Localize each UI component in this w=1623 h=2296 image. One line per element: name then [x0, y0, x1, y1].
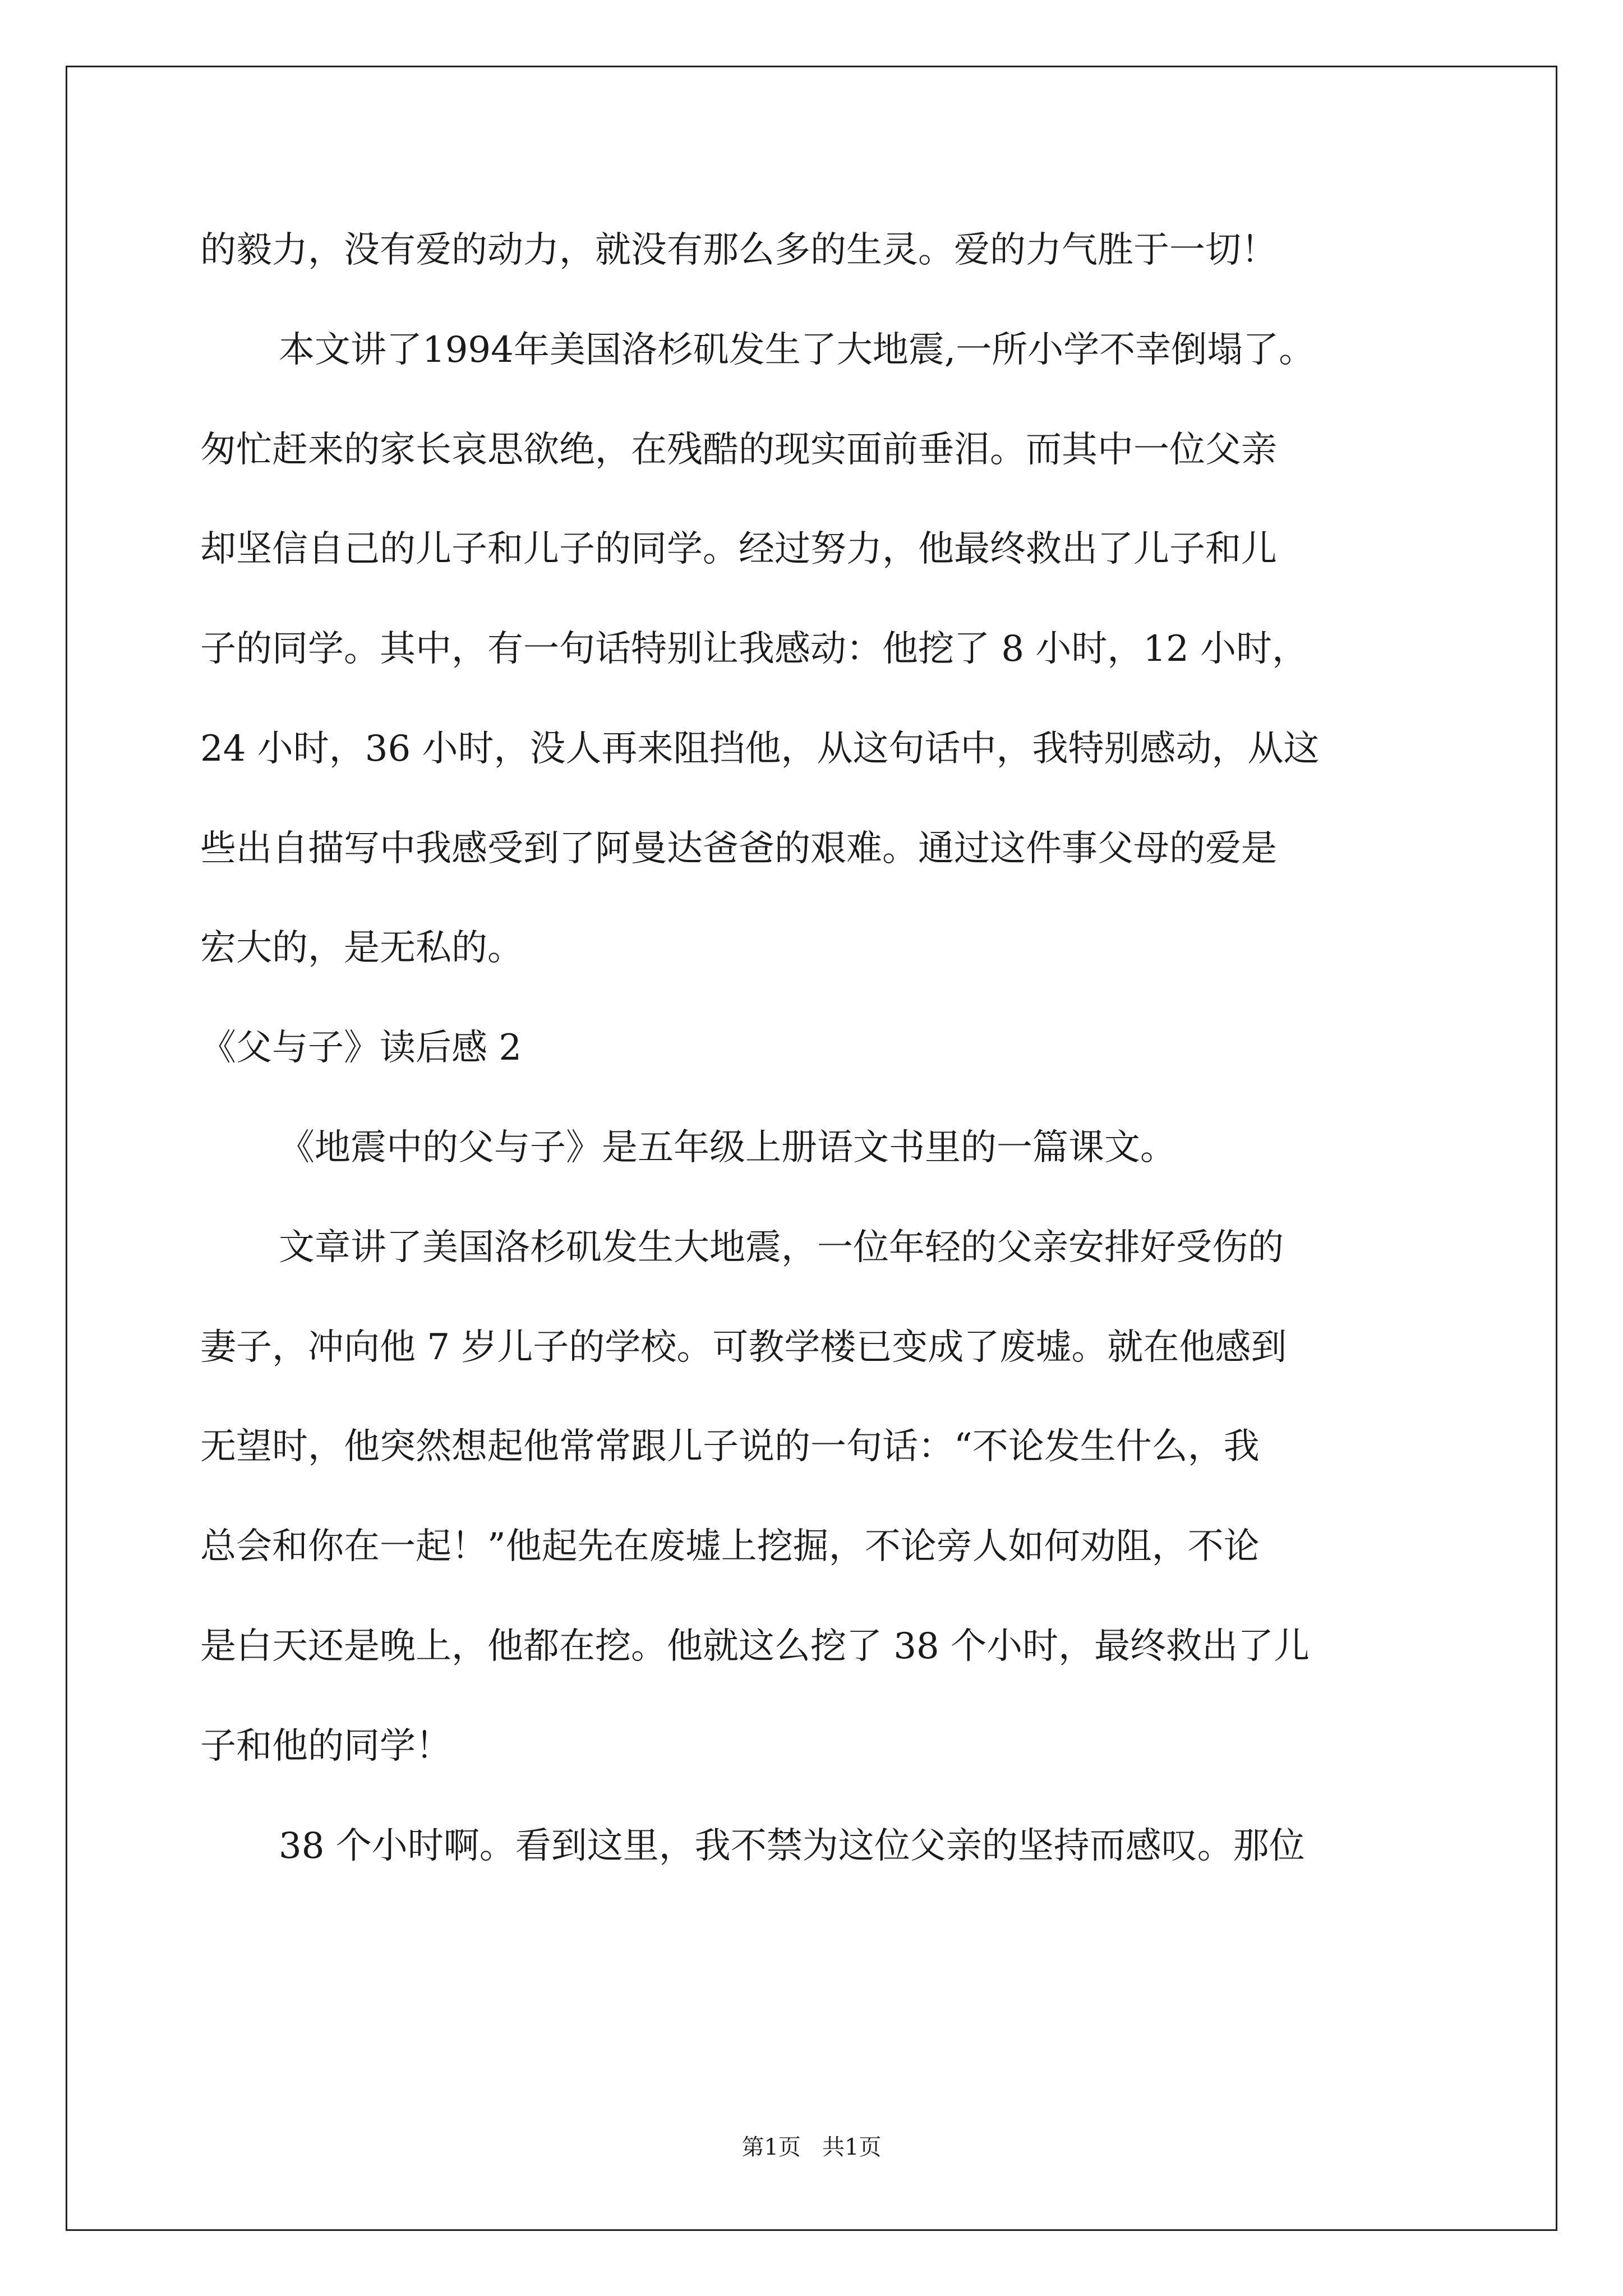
- text-line: 总会和你在一起！”他起先在废墟上挖掘，不论旁人如何劝阻，不论: [200, 1526, 1260, 1567]
- text-line: 子和他的同学！: [200, 1726, 451, 1767]
- text-line: 些出自描写中我感受到了阿曼达爸爸的艰难。通过这件事父母的爱是: [200, 828, 1277, 869]
- paragraph-start-line: 本文讲了1994年美国洛杉矶发生了大地震,一所小学不幸倒塌了。: [279, 329, 1315, 371]
- text-line: 是白天还是晚上，他都在挖。他就这么挖了 38 个小时，最终救出了儿: [200, 1626, 1310, 1667]
- text-line: 却坚信自己的儿子和儿子的同学。经过努力，他最终救出了儿子和儿: [200, 528, 1277, 570]
- text-line: 24 小时，36 小时，没人再来阻挡他，从这句话中，我特别感动，从这: [200, 728, 1320, 770]
- text-line: 无望时，他突然想起他常常跟儿子说的一句话：“不论发生什么，我: [200, 1426, 1260, 1467]
- section-heading: 《父与子》读后感 2: [200, 1027, 522, 1069]
- paragraph-start-line: 《地震中的父与子》是五年级上册语文书里的一篇课文。: [279, 1127, 1176, 1168]
- text-line: 匆忙赶来的家长哀思欲绝，在残酷的现实面前垂泪。而其中一位父亲: [200, 429, 1277, 471]
- text-line: 子的同学。其中，有一句话特别让我感动：他挖了 8 小时，12 小时，: [200, 628, 1308, 670]
- page-number-footer: 第1页 共1页: [741, 2134, 882, 2160]
- paragraph-start-line: 38 个小时啊。看到这里，我不禁为这位父亲的坚持而感叹。那位: [279, 1825, 1305, 1867]
- paragraph-start-line: 文章讲了美国洛杉矶发生大地震，一位年轻的父亲安排好受伤的: [279, 1227, 1284, 1268]
- text-line: 的毅力，没有爱的动力，就没有那么多的生灵。爱的力气胜于一切！: [200, 229, 1277, 271]
- text-line: 宏大的，是无私的。: [200, 927, 523, 969]
- text-line: 妻子，冲向他 7 岁儿子的学校。可教学楼已变成了废墟。就在他感到: [200, 1327, 1287, 1368]
